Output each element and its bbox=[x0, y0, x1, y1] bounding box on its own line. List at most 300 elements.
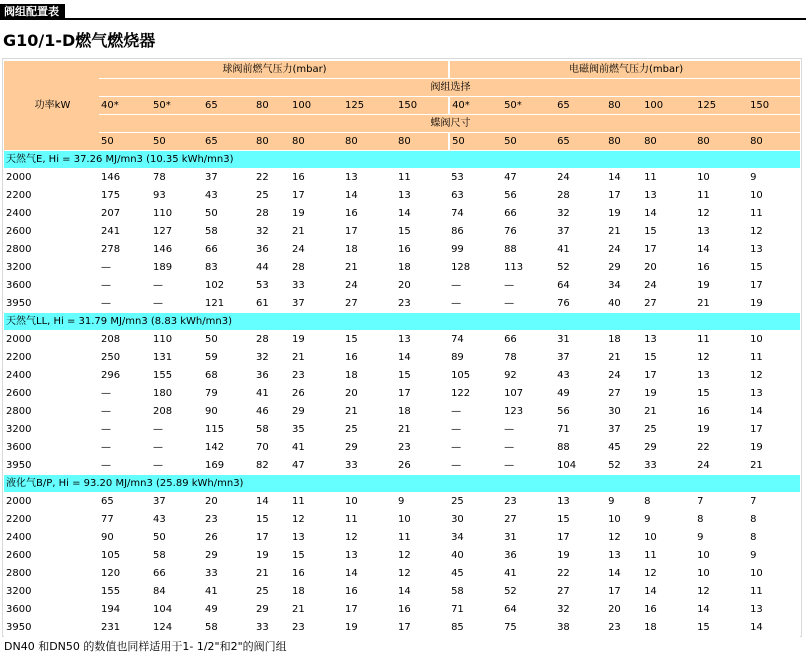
pressure-cell: 14 bbox=[396, 205, 449, 223]
pressure-cell: 11 bbox=[642, 169, 695, 187]
pressure-cell: 20 bbox=[606, 601, 642, 619]
table-row bbox=[4, 529, 800, 547]
pressure-cell: 104 bbox=[151, 601, 203, 619]
pressure-cell: 16 bbox=[642, 601, 695, 619]
pressure-cell: 16 bbox=[396, 241, 449, 259]
pressure-cell: 113 bbox=[502, 259, 555, 277]
pressure-cell: 18 bbox=[290, 583, 343, 601]
pressure-cell: 25 bbox=[343, 421, 396, 439]
pressure-cell: 11 bbox=[748, 205, 800, 223]
pressure-cell: 13 bbox=[748, 601, 800, 619]
pressure-cell: 16 bbox=[343, 205, 396, 223]
pressure-cell: — bbox=[449, 439, 502, 457]
pressure-cell: 13 bbox=[606, 547, 642, 565]
pressure-cell: 15 bbox=[290, 547, 343, 565]
power-cell: 2200 bbox=[4, 511, 99, 529]
pressure-cell: 107 bbox=[502, 385, 555, 403]
pressure-cell: 34 bbox=[449, 529, 502, 547]
pressure-cell: 21 bbox=[695, 295, 748, 313]
pressure-cell: 49 bbox=[555, 385, 606, 403]
valve-group-cell: 125 bbox=[695, 97, 748, 115]
pressure-cell: 142 bbox=[203, 439, 254, 457]
pressure-cell: 110 bbox=[151, 331, 203, 349]
pressure-cell: 76 bbox=[555, 295, 606, 313]
pressure-cell: 47 bbox=[502, 169, 555, 187]
pressure-cell: 11 bbox=[343, 511, 396, 529]
pressure-cell: 22 bbox=[254, 169, 290, 187]
pressure-cell: 231 bbox=[99, 619, 151, 637]
pressure-cell: 56 bbox=[502, 187, 555, 205]
pressure-cell: 19 bbox=[290, 331, 343, 349]
pressure-cell: 207 bbox=[99, 205, 151, 223]
valve-group-cell: 80 bbox=[606, 97, 642, 115]
pressure-cell: 14 bbox=[695, 241, 748, 259]
pressure-cell: — bbox=[502, 439, 555, 457]
pressure-cell: 53 bbox=[254, 277, 290, 295]
pressure-cell: 20 bbox=[396, 277, 449, 295]
pressure-cell: 25 bbox=[254, 187, 290, 205]
pressure-cell: 17 bbox=[555, 529, 606, 547]
pressure-cell: 122 bbox=[449, 385, 502, 403]
pressure-cell: 36 bbox=[254, 241, 290, 259]
pressure-cell: 17 bbox=[396, 385, 449, 403]
pressure-cell: — bbox=[502, 457, 555, 475]
power-cell: 2400 bbox=[4, 529, 99, 547]
power-cell: 2200 bbox=[4, 187, 99, 205]
pressure-cell: 7 bbox=[695, 493, 748, 511]
pressure-cell: 25 bbox=[642, 421, 695, 439]
pressure-cell: 68 bbox=[203, 367, 254, 385]
power-cell: 3600 bbox=[4, 601, 99, 619]
pressure-cell: 23 bbox=[396, 295, 449, 313]
table-row bbox=[4, 367, 800, 385]
table-row bbox=[4, 493, 800, 511]
pressure-cell: 99 bbox=[449, 241, 502, 259]
pressure-cell: 74 bbox=[449, 205, 502, 223]
pressure-cell: 82 bbox=[254, 457, 290, 475]
power-cell: 2200 bbox=[4, 349, 99, 367]
pressure-cell: 33 bbox=[642, 457, 695, 475]
pressure-cell: 11 bbox=[396, 169, 449, 187]
pressure-cell: 13 bbox=[290, 529, 343, 547]
pressure-cell: 19 bbox=[254, 547, 290, 565]
pressure-cell: 21 bbox=[606, 349, 642, 367]
valve-group-cell: 150 bbox=[748, 97, 800, 115]
pressure-cell: 21 bbox=[748, 457, 800, 475]
pressure-cell: 14 bbox=[396, 583, 449, 601]
pressure-cell: — bbox=[99, 277, 151, 295]
pressure-cell: 11 bbox=[396, 529, 449, 547]
pressure-cell: 58 bbox=[254, 421, 290, 439]
power-cell: 2400 bbox=[4, 367, 99, 385]
pressure-cell: 17 bbox=[343, 601, 396, 619]
pressure-cell: 15 bbox=[642, 349, 695, 367]
pressure-cell: 110 bbox=[151, 205, 203, 223]
pressure-cell: 41 bbox=[502, 565, 555, 583]
valve-group-cell: 100 bbox=[642, 97, 695, 115]
pressure-cell: 12 bbox=[290, 511, 343, 529]
pressure-cell: 32 bbox=[254, 223, 290, 241]
pressure-cell: 15 bbox=[695, 385, 748, 403]
pressure-cell: 9 bbox=[396, 493, 449, 511]
pressure-cell: 10 bbox=[606, 511, 642, 529]
pressure-cell: 7 bbox=[748, 493, 800, 511]
pressure-cell: 10 bbox=[748, 331, 800, 349]
pressure-cell: 27 bbox=[555, 583, 606, 601]
pressure-cell: 10 bbox=[748, 565, 800, 583]
butterfly-size-cell: 50 bbox=[449, 133, 502, 151]
pressure-cell: 50 bbox=[203, 331, 254, 349]
pressure-cell: 25 bbox=[449, 493, 502, 511]
pressure-cell: 24 bbox=[606, 241, 642, 259]
pressure-cell: 79 bbox=[203, 385, 254, 403]
pressure-cell: 21 bbox=[254, 565, 290, 583]
pressure-cell: 76 bbox=[502, 223, 555, 241]
pressure-cell: 8 bbox=[642, 493, 695, 511]
pressure-cell: — bbox=[151, 439, 203, 457]
pressure-cell: 41 bbox=[555, 241, 606, 259]
pressure-cell: 77 bbox=[99, 511, 151, 529]
pressure-cell: 15 bbox=[555, 511, 606, 529]
pressure-cell: 13 bbox=[642, 187, 695, 205]
pressure-cell: 13 bbox=[343, 169, 396, 187]
pressure-cell: 18 bbox=[343, 367, 396, 385]
pressure-cell: 9 bbox=[606, 493, 642, 511]
pressure-cell: 18 bbox=[343, 241, 396, 259]
pressure-cell: — bbox=[502, 421, 555, 439]
pressure-cell: — bbox=[99, 295, 151, 313]
pressure-cell: 58 bbox=[203, 619, 254, 637]
pressure-cell: 40 bbox=[606, 295, 642, 313]
pressure-cell: 8 bbox=[695, 511, 748, 529]
pressure-cell: 10 bbox=[748, 187, 800, 205]
table-row bbox=[4, 277, 800, 295]
pressure-cell: 28 bbox=[254, 205, 290, 223]
pressure-cell: 12 bbox=[642, 565, 695, 583]
butterfly-size-header: 蝶阀尺寸 bbox=[99, 115, 800, 133]
pressure-cell: — bbox=[449, 277, 502, 295]
pressure-cell: 155 bbox=[151, 367, 203, 385]
pressure-cell: 13 bbox=[695, 223, 748, 241]
pressure-cell: 74 bbox=[449, 331, 502, 349]
pressure-cell: 30 bbox=[606, 403, 642, 421]
power-cell: 2800 bbox=[4, 403, 99, 421]
pressure-cell: 27 bbox=[502, 511, 555, 529]
pressure-cell: 29 bbox=[642, 439, 695, 457]
pressure-cell: 24 bbox=[555, 169, 606, 187]
pressure-cell: 19 bbox=[695, 421, 748, 439]
pressure-cell: 29 bbox=[606, 259, 642, 277]
power-cell: 3600 bbox=[4, 277, 99, 295]
pressure-cell: 12 bbox=[606, 529, 642, 547]
pressure-cell: 27 bbox=[642, 295, 695, 313]
power-cell: 3950 bbox=[4, 295, 99, 313]
pressure-cell: 53 bbox=[449, 169, 502, 187]
table-row bbox=[4, 223, 800, 241]
pressure-cell: 17 bbox=[396, 619, 449, 637]
pressure-cell: 11 bbox=[290, 493, 343, 511]
pressure-cell: 127 bbox=[151, 223, 203, 241]
table-row bbox=[4, 205, 800, 223]
pressure-cell: 16 bbox=[695, 259, 748, 277]
power-cell: 2400 bbox=[4, 205, 99, 223]
power-cell: 2000 bbox=[4, 493, 99, 511]
pressure-cell: 13 bbox=[748, 385, 800, 403]
pressure-cell: — bbox=[449, 295, 502, 313]
pressure-cell: 66 bbox=[502, 205, 555, 223]
pressure-cell: 102 bbox=[203, 277, 254, 295]
pressure-cell: 17 bbox=[748, 277, 800, 295]
pressure-cell: 34 bbox=[606, 277, 642, 295]
valve-group-cell: 100 bbox=[290, 97, 343, 115]
pressure-cell: 88 bbox=[502, 241, 555, 259]
pressure-cell: 28 bbox=[254, 331, 290, 349]
power-cell: 3950 bbox=[4, 457, 99, 475]
section-tab: 阀组配置表 bbox=[0, 4, 65, 19]
pressure-cell: 38 bbox=[555, 619, 606, 637]
valve-group-row bbox=[4, 97, 800, 115]
pressure-cell: 19 bbox=[748, 295, 800, 313]
pressure-cell: 24 bbox=[343, 277, 396, 295]
pressure-cell: 52 bbox=[606, 457, 642, 475]
pressure-cell: 23 bbox=[290, 619, 343, 637]
pressure-cell: 17 bbox=[343, 223, 396, 241]
valve-group-cell: 125 bbox=[343, 97, 396, 115]
pressure-cell: 121 bbox=[203, 295, 254, 313]
table-row bbox=[4, 439, 800, 457]
pressure-cell: 22 bbox=[555, 565, 606, 583]
pressure-cell: 71 bbox=[555, 421, 606, 439]
pressure-cell: 15 bbox=[748, 259, 800, 277]
power-column-header: 功率kW bbox=[4, 61, 99, 151]
pressure-cell: — bbox=[99, 385, 151, 403]
valve-group-cell: 50* bbox=[151, 97, 203, 115]
pressure-cell: 8 bbox=[748, 511, 800, 529]
butterfly-size-cell: 80 bbox=[396, 133, 449, 151]
pressure-cell: 14 bbox=[695, 601, 748, 619]
pressure-cell: 78 bbox=[151, 169, 203, 187]
pressure-cell: 45 bbox=[449, 565, 502, 583]
pressure-cell: 15 bbox=[396, 367, 449, 385]
pressure-cell: 75 bbox=[502, 619, 555, 637]
pressure-cell: 20 bbox=[642, 259, 695, 277]
pressure-cell: 64 bbox=[555, 277, 606, 295]
pressure-cell: 40 bbox=[449, 547, 502, 565]
pressure-cell: 66 bbox=[502, 331, 555, 349]
pressure-cell: 16 bbox=[290, 565, 343, 583]
pressure-cell: 41 bbox=[203, 583, 254, 601]
pressure-cell: 46 bbox=[254, 403, 290, 421]
power-cell: 3950 bbox=[4, 619, 99, 637]
pressure-cell: 27 bbox=[343, 295, 396, 313]
pressure-cell: 18 bbox=[642, 619, 695, 637]
gas-section-header bbox=[4, 313, 800, 331]
pressure-cell: 35 bbox=[290, 421, 343, 439]
pressure-cell: — bbox=[449, 457, 502, 475]
table-row bbox=[4, 259, 800, 277]
pressure-cell: 90 bbox=[99, 529, 151, 547]
pressure-cell: 13 bbox=[695, 367, 748, 385]
pressure-cell: 9 bbox=[748, 169, 800, 187]
pressure-cell: 65 bbox=[99, 493, 151, 511]
pressure-cell: 43 bbox=[555, 367, 606, 385]
butterfly-size-cell: 65 bbox=[555, 133, 606, 151]
pressure-cell: 16 bbox=[396, 601, 449, 619]
table-row bbox=[4, 385, 800, 403]
pressure-cell: 11 bbox=[695, 187, 748, 205]
pressure-cell: — bbox=[151, 295, 203, 313]
pressure-cell: 155 bbox=[99, 583, 151, 601]
pressure-cell: 29 bbox=[290, 403, 343, 421]
pressure-cell: 11 bbox=[748, 349, 800, 367]
pressure-cell: 17 bbox=[606, 187, 642, 205]
pressure-cell: 18 bbox=[606, 331, 642, 349]
pressure-cell: 10 bbox=[695, 547, 748, 565]
pressure-cell: 104 bbox=[555, 457, 606, 475]
pressure-cell: 10 bbox=[695, 169, 748, 187]
pressure-cell: 10 bbox=[642, 529, 695, 547]
pressure-cell: 14 bbox=[606, 169, 642, 187]
pressure-cell: 58 bbox=[203, 223, 254, 241]
pressure-cell: 37 bbox=[555, 223, 606, 241]
pressure-cell: 31 bbox=[555, 331, 606, 349]
power-cell: 3200 bbox=[4, 259, 99, 277]
pressure-cell: 37 bbox=[151, 493, 203, 511]
ball-valve-pressure-header: 球阀前燃气压力(mbar) bbox=[99, 61, 449, 79]
pressure-cell: 10 bbox=[396, 511, 449, 529]
pressure-cell: 41 bbox=[254, 385, 290, 403]
pressure-cell: 21 bbox=[396, 421, 449, 439]
pressure-cell: 15 bbox=[343, 331, 396, 349]
pressure-cell: 14 bbox=[748, 619, 800, 637]
pressure-cell: 14 bbox=[343, 565, 396, 583]
pressure-cell: 22 bbox=[695, 439, 748, 457]
valve-group-selection-header: 阀组选择 bbox=[99, 79, 800, 97]
pressure-cell: 12 bbox=[343, 529, 396, 547]
pressure-cell: 33 bbox=[343, 457, 396, 475]
pressure-cell: 13 bbox=[642, 331, 695, 349]
valve-group-cell: 65 bbox=[555, 97, 606, 115]
pressure-cell: 11 bbox=[695, 331, 748, 349]
pressure-cell: 15 bbox=[254, 511, 290, 529]
pressure-cell: 14 bbox=[396, 349, 449, 367]
pressure-cell: 17 bbox=[606, 583, 642, 601]
pressure-cell: 50 bbox=[151, 529, 203, 547]
pressure-cell: 17 bbox=[290, 187, 343, 205]
pressure-cell: 208 bbox=[151, 403, 203, 421]
pressure-cell: 241 bbox=[99, 223, 151, 241]
valve-group-cell: 80 bbox=[254, 97, 290, 115]
pressure-cell: 21 bbox=[606, 223, 642, 241]
pressure-cell: 10 bbox=[695, 565, 748, 583]
pressure-cell: 43 bbox=[151, 511, 203, 529]
table-row bbox=[4, 349, 800, 367]
pressure-cell: 45 bbox=[606, 439, 642, 457]
pressure-cell: 18 bbox=[396, 403, 449, 421]
pressure-cell: 37 bbox=[606, 421, 642, 439]
pressure-cell: 115 bbox=[203, 421, 254, 439]
pressure-cell: 32 bbox=[254, 349, 290, 367]
table-row bbox=[4, 619, 800, 637]
pressure-cell: 14 bbox=[343, 187, 396, 205]
pressure-cell: 180 bbox=[151, 385, 203, 403]
pressure-cell: 189 bbox=[151, 259, 203, 277]
power-cell: 3200 bbox=[4, 421, 99, 439]
power-cell: 2600 bbox=[4, 385, 99, 403]
pressure-cell: 14 bbox=[254, 493, 290, 511]
pressure-cell: 15 bbox=[396, 223, 449, 241]
pressure-cell: 16 bbox=[343, 349, 396, 367]
pressure-cell: 30 bbox=[449, 511, 502, 529]
pressure-cell: 23 bbox=[203, 511, 254, 529]
pressure-cell: 37 bbox=[203, 169, 254, 187]
pressure-cell: 17 bbox=[642, 367, 695, 385]
pressure-cell: 29 bbox=[254, 601, 290, 619]
pressure-cell: 19 bbox=[748, 439, 800, 457]
pressure-cell: 175 bbox=[99, 187, 151, 205]
pressure-cell: 9 bbox=[642, 511, 695, 529]
pressure-cell: 18 bbox=[396, 259, 449, 277]
pressure-cell: 120 bbox=[99, 565, 151, 583]
pressure-cell: 26 bbox=[396, 457, 449, 475]
pressure-cell: 84 bbox=[151, 583, 203, 601]
pressure-cell: 14 bbox=[606, 565, 642, 583]
table-row bbox=[4, 421, 800, 439]
pressure-cell: 83 bbox=[203, 259, 254, 277]
pressure-cell: 278 bbox=[99, 241, 151, 259]
table-row bbox=[4, 295, 800, 313]
pressure-cell: 26 bbox=[290, 385, 343, 403]
power-cell: 2600 bbox=[4, 223, 99, 241]
pressure-cell: 58 bbox=[449, 583, 502, 601]
table-row bbox=[4, 601, 800, 619]
pressure-cell: — bbox=[151, 421, 203, 439]
pressure-cell: 14 bbox=[748, 403, 800, 421]
pressure-cell: 59 bbox=[203, 349, 254, 367]
pressure-cell: 41 bbox=[290, 439, 343, 457]
pressure-cell: 26 bbox=[203, 529, 254, 547]
table-row bbox=[4, 331, 800, 349]
valve-group-cell: 40* bbox=[449, 97, 502, 115]
pressure-cell: 12 bbox=[695, 349, 748, 367]
power-cell: 3200 bbox=[4, 583, 99, 601]
pressure-cell: — bbox=[502, 295, 555, 313]
pressure-cell: — bbox=[502, 277, 555, 295]
pressure-cell: — bbox=[151, 457, 203, 475]
table-row bbox=[4, 583, 800, 601]
pressure-cell: 56 bbox=[555, 403, 606, 421]
butterfly-size-cell: 80 bbox=[748, 133, 800, 151]
pressure-cell: 17 bbox=[254, 529, 290, 547]
pressure-cell: 169 bbox=[203, 457, 254, 475]
pressure-cell: 21 bbox=[290, 223, 343, 241]
pressure-cell: 88 bbox=[555, 439, 606, 457]
pressure-cell: 86 bbox=[449, 223, 502, 241]
pressure-cell: 29 bbox=[343, 439, 396, 457]
pressure-cell: 12 bbox=[748, 367, 800, 385]
pressure-cell: 52 bbox=[502, 583, 555, 601]
table-row bbox=[4, 187, 800, 205]
pressure-cell: 25 bbox=[254, 583, 290, 601]
butterfly-size-cell: 50 bbox=[99, 133, 151, 151]
gas-section-header bbox=[4, 475, 800, 493]
pressure-cell: 37 bbox=[290, 295, 343, 313]
pressure-cell: 16 bbox=[343, 583, 396, 601]
pressure-cell: 23 bbox=[502, 493, 555, 511]
pressure-cell: 20 bbox=[203, 493, 254, 511]
pressure-cell: 16 bbox=[290, 169, 343, 187]
pressure-cell: 27 bbox=[606, 385, 642, 403]
